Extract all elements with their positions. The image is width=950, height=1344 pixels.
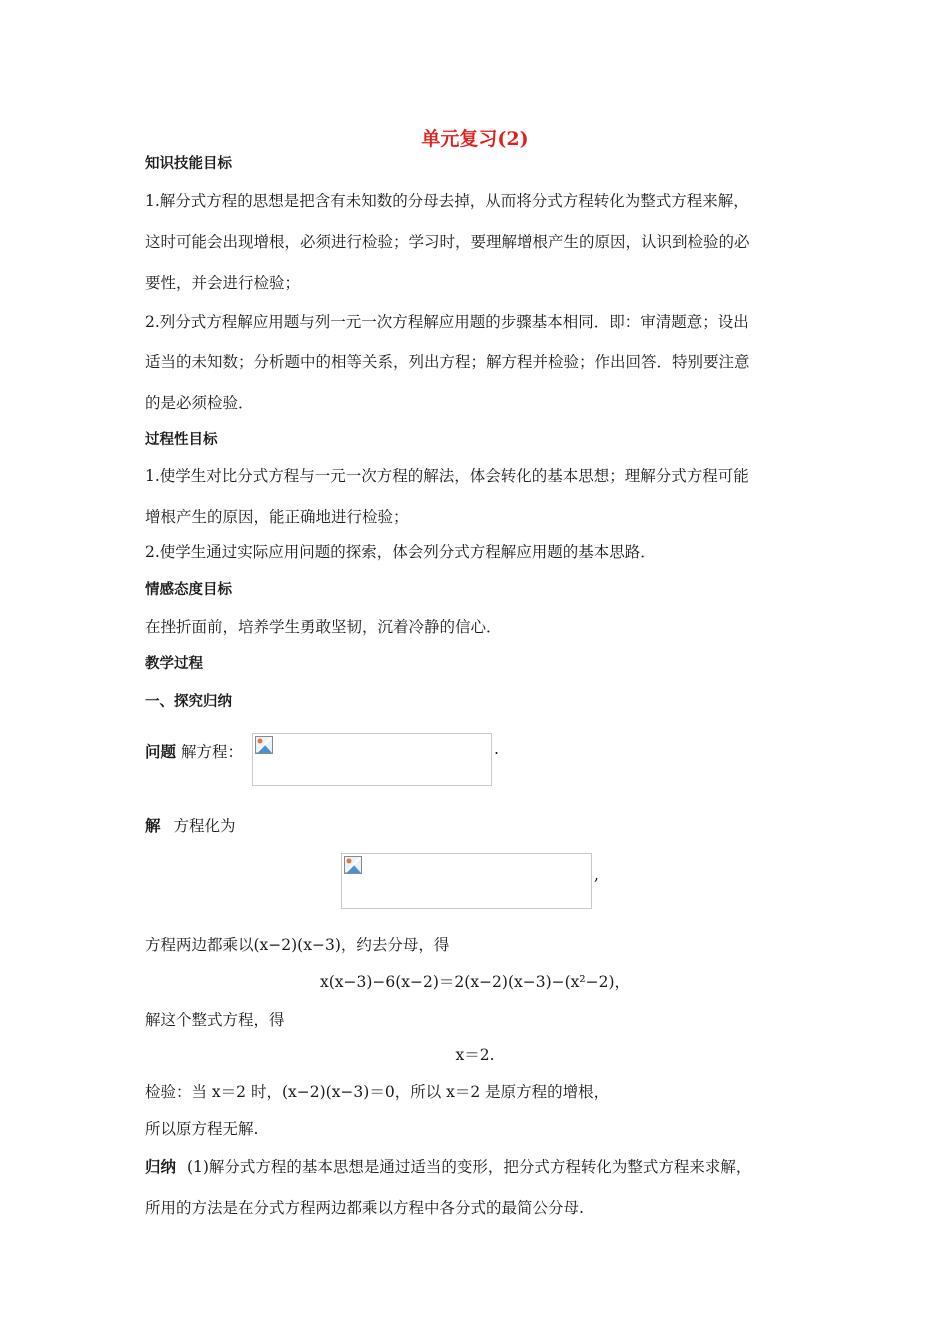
teaching-process-heading: 教学过程	[145, 655, 203, 672]
emotion-line-1: 在挫折面前，培养学生勇敢坚韧，沉着冷静的信心．	[145, 618, 502, 636]
equation-2: x＝2.	[455, 1046, 495, 1064]
page-title: 单元复习(2)	[421, 128, 529, 150]
solution-end: ,	[594, 866, 599, 884]
step-multiply: 方程两边都乘以(x−2)(x−3)，约去分母，得	[145, 936, 450, 954]
question-label: 问题	[145, 742, 177, 761]
knowledge-heading: 知识技能目标	[145, 155, 232, 172]
knowledge-line-3: 要性，并会进行检验；	[145, 274, 301, 292]
knowledge-line-5: 适当的未知数；分析题中的相等关系，列出方程；解方程并检验；作出回答．特别要注意	[145, 353, 750, 371]
question-line	[145, 740, 243, 762]
equation-image-placeholder-2	[341, 853, 592, 909]
knowledge-line-4: 2.列分式方程解应用题与列一元一次方程解应用题的步骤基本相同．即：审清题意；设出	[145, 313, 749, 331]
equation-image-placeholder	[252, 733, 492, 786]
process-line-3: 2.使学生通过实际应用问题的探索，体会列分式方程解应用题的基本思路．	[145, 543, 656, 561]
emotion-heading: 情感态度目标	[145, 581, 232, 598]
knowledge-line-2: 这时可能会出现增根，必须进行检验；学习时，要理解增根产生的原因，认识到检验的必	[145, 233, 750, 251]
summary-label: 归纳	[145, 1157, 177, 1176]
summary-line-2: 所用的方法是在分式方程两边都乘以方程中各分式的最简公分母.	[145, 1199, 584, 1217]
step-solve: 解这个整式方程，得	[145, 1011, 285, 1029]
broken-image-icon	[255, 736, 273, 754]
process-line-2: 增根产生的原因，能正确地进行检验；	[145, 508, 409, 526]
knowledge-line-1: 1.解分式方程的思想是把含有未知数的分母去掉，从而将分式方程转化为整式方程来解，	[145, 192, 749, 210]
broken-image-icon	[344, 856, 362, 874]
check-line: 检验：当 x＝2 时，(x−2)(x−3)＝0，所以 x＝2 是原方程的增根，	[145, 1083, 610, 1101]
knowledge-line-6: 的是必须检验．	[145, 394, 254, 412]
question-end: .	[494, 740, 499, 758]
process-heading: 过程性目标	[145, 431, 218, 448]
solution-line	[145, 814, 235, 836]
section-heading: 一、探究归纳	[145, 693, 232, 710]
summary-line-1	[145, 1155, 751, 1177]
process-line-1: 1.使学生对比分式方程与一元一次方程的解法，体会转化的基本思想；理解分式方程可能	[145, 467, 749, 485]
equation-1: x(x−3)−6(x−2)＝2(x−2)(x−3)−(x²−2)，	[319, 973, 631, 991]
conclusion-line: 所以原方程无解.	[145, 1120, 259, 1138]
summary-text-1: (1)解分式方程的基本思想是通过适当的变形，把分式方程转化为整式方程来求解，	[186, 1158, 752, 1176]
question-text: 解方程：	[180, 743, 243, 761]
solution-text: 方程化为	[173, 817, 236, 835]
solution-label: 解	[145, 816, 161, 835]
